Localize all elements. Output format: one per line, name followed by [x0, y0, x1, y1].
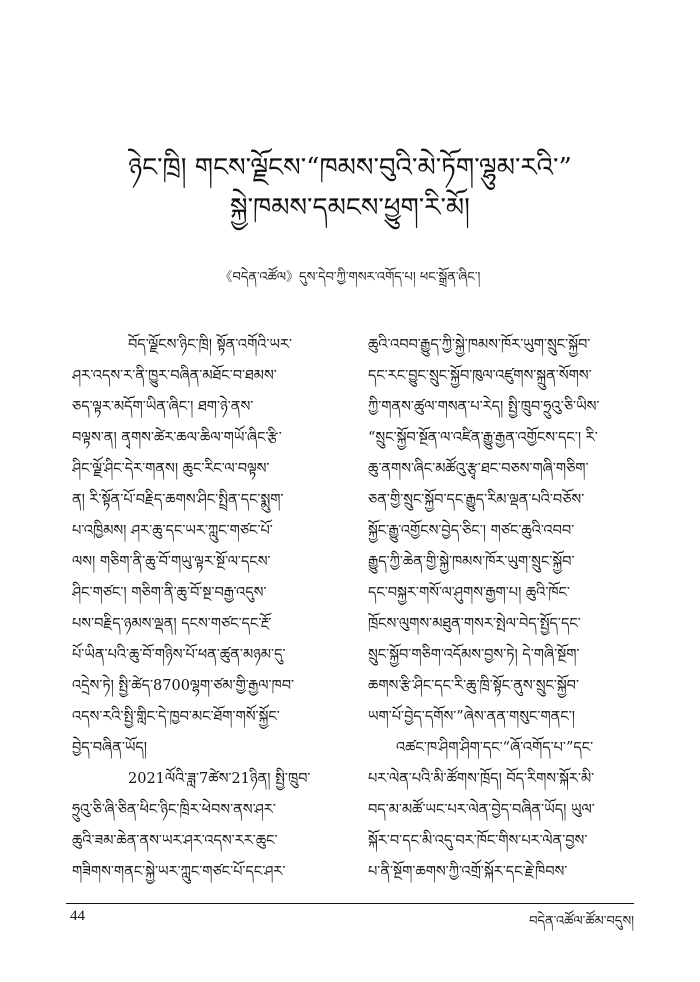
text-line: རྒྱུད་ཀྱི་ཆེན་གྱི་སྐྱེ་ཁམས་ཁོར་ཡུག་སྲུང་སྐྱོབ་ — [368, 554, 575, 570]
text-line: ཅད་ལྟར་མདོག་ཡིན་ཞིང་། ཐག་ཉེ་ནས་ — [72, 399, 254, 415]
article-title — [0, 148, 700, 229]
text-line: ན། རི་སྟོན་པོ་བརྗིད་ཆགས་ཤིང་སྤྲིན་དང་སྨུག་ — [72, 492, 284, 508]
left-column — [72, 330, 334, 888]
text-line: པོ་ཡིན་པའི་ཆུ་བོ་གཉིས་པོ་ཕན་ཚུན་མཉམ་དུ་ — [72, 647, 286, 663]
text-line: ཀྱི་གནས་ཚུལ་གསན་པ་རེད། སྤྱི་ཁྲུབ་ཧྲུའུ་ཅི་ཡིས་ — [368, 399, 600, 415]
text-line: ཡག་པོ་བྱེད་དགོས་”ཞེས་ནན་གསུང་གནང་། — [368, 709, 575, 725]
text-line: འཚང་ཁ་ཤིག་ཤིག་དང་“ཞོ་འགོད་པ་”དང་ — [396, 740, 594, 756]
text-line: “སྲུང་སྐྱོབ་སྔོན་ལ་འཛིན་རྒྱུ་རྒྱན་འགྱོངས་དང་། རི་ — [368, 430, 598, 446]
text-line: པས་བརྗིད་ཉམས་ལྡན། དངས་གཙང་དང་རྔོ་ — [72, 616, 272, 632]
text-line: ཆུ་ནགས་ཞིང་མཚོའུ་རྩྭ་ཐང་བཅས་གཞི་གཅིག་ — [368, 461, 589, 477]
journal-name: བདེན་འཚོལ་ཚོམ་བདུས། — [529, 914, 634, 929]
byline: 《བདེན་འཚོལ》དུས་དེབ་ཀྱི་གསར་འགོད་པ། ཕང་སྒྲོན་ཞིང་། — [219, 270, 481, 285]
text-line: ཤིང་ལྗོ་ཤིང་དེར་གནས། ཆུང་རིང་ལ་བལྟས་ — [72, 461, 270, 477]
text-line: དང་བསྐྱར་གསོ་ལ་ཤུགས་རྒྱག་པ། ཆུའི་ཁོང་ — [368, 585, 570, 601]
text-line: འདས་རའི་སྤྱི་གླིང་དེ་ཁྱབ་མང་ཐོག་གསོ་སྐྱོང་ — [72, 709, 280, 725]
text-line: པ་འཁྱིམས། ཤར་ཆུ་དང་ཡར་ཀླུང་གཙང་པོ་ — [72, 523, 273, 539]
text-line: སྐྱོང་རྒྱུ་འགྱོངས་བྱེད་ཅིང་། གཙང་ཆུའི་འབབ་ — [368, 523, 575, 539]
text-line: སྲུང་སྐྱོབ་གཅིག་འདོམས་བྱས་ཏེ། དེ་གཞི་སྔོག་ — [368, 647, 580, 663]
text-line: པར་ལེན་པའི་མི་ཚོགས་ཁྲོད། བོད་རིགས་སྐོར་མི་ — [368, 771, 595, 787]
title-line-2: སྐྱེ་ཁམས་དམངས་ཕྱུག་རི་མོ། — [230, 193, 470, 224]
footer-divider — [66, 903, 634, 904]
text-line: དང་རང་བྱུང་སྲུང་སྐྱོབ་ཁུལ་འཛུགས་སྐྲུན་སོགས་ — [368, 368, 592, 384]
text-line: བོད་ལྗོངས་ཉིང་ཁྲི། སྟོན་འགོའི་ཡར་ — [128, 337, 293, 353]
text-line: ཆུའི་ཟམ་ཆེན་ནས་ཡར་ཤར་འདས་རར་ཆུང་ — [72, 833, 278, 849]
text-line: ཤར་འདས་ར་ནི་ཁྱུར་བཞིན་མཐོང་བ་ཐམས་ — [72, 368, 277, 384]
page-number: 44 — [70, 908, 85, 924]
text-line: ཁྲོངས་ལུགས་མཐུན་གསར་སྤེལ་བེད་སྤྱོད་དང་ — [368, 616, 581, 632]
text-line: ཆགས་རྩི་ཤིང་དང་རི་ཆུ་ཁྲི་སྟོང་ནུས་སྲུང་སྐྱོབ་ — [368, 678, 580, 694]
text-line: གཟིགས་གནང་སྐྱེ་ཡར་ཀླུང་གཙང་པོ་དང་ཤར་ — [72, 864, 286, 880]
right-column — [368, 330, 630, 888]
text-line: བྱེད་བཞིན་ཡོད། — [72, 740, 148, 756]
text-line: བད་མ་མཚོ་ཡང་པར་ལེན་བྱེད་བཞིན་ཡོད། ཡུལ་ — [368, 802, 595, 818]
text-line: ཅན་གྱི་སྲུང་སྐྱོབ་དང་རྒྱུད་རིམ་ལྡན་པའི་བཅོས་ — [368, 492, 585, 508]
text-line: པ་ནི་སྔོག་ཆགས་ཀྱི་འགྲོ་སྐོར་དང་རྗེ་ཁིབས་ — [368, 864, 568, 880]
text-line: ཧྲུའུ་ཅི་ཞི་ཅིན་ཕིང་ཉིང་ཁྲིར་ཕེབས་ནས་ཤར་ — [72, 802, 276, 818]
text-line: འདྲེས་ཏེ། སྤྱི་ཚེད་8700ལྷག་ཙམ་གྱི་རྒྱལ་ཁབ་ — [72, 678, 295, 694]
text-line: 2021ལོའི་ཟླ་7ཚེས་21ཉིན། སྤྱི་ཁྲུབ་ — [128, 771, 311, 787]
text-line: ཤིང་གཙང་། གཅིག་ནི་ཆུ་བོ་སྔ་བརྒྱ་འདུས་ — [72, 585, 267, 601]
title-line-1: ཉེང་ཁྲི། གངས་ལྗོངས་“ཁམས་བུའི་མེ་ཏོག་ལྷུམ་རའི་” — [128, 153, 572, 183]
text-line: སྐོར་བ་དང་མི་འདུ་བར་ཁོང་གིས་པར་ལེན་བྱས་ — [368, 833, 588, 849]
text-line: བལྟས་ན། ནྭགས་ཚེར་ཆལ་ཆིལ་གཡོ་ཞིང་རྩི་ — [72, 430, 282, 446]
text-line: ལས། གཅིག་ནི་ཆུ་བོ་གཡུ་ལྟར་སྔོ་ལ་དངས་ — [72, 554, 271, 570]
text-line: ཆུའི་འབབ་རྒྱུད་ཀྱི་སྐྱེ་ཁམས་ཁོར་ཡུག་སྲུང་སྐྱོབ་ — [368, 337, 591, 353]
